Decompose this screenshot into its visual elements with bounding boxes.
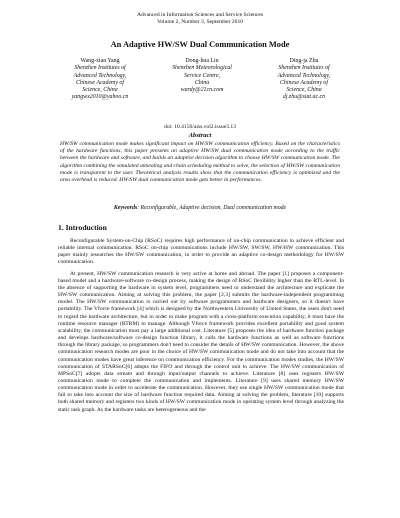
author-affiliation-line: Science, China <box>286 87 322 94</box>
keywords-label: Keywords <box>113 205 138 211</box>
body-paragraph: At present, HW/SW communication research is very active at home and abroad. The paper [1] proposes a component-based model and a hardware-software co-design process, making the design of RSoC flexibility higher than the RTL-level. In the absence of supporting the hardware in system level, programmers need to understand the architecture and explicate the HW/SW communication. Aiming at solving this problem, the paper [2,3] submits the hardware-independent programming model. The HW/SW communication is carried out by software programmers and hardware designers, so it doesn't have portability. The Vforce framework [4] which is designed by the Northwestern University of United States, the users don't need to regard the hardware architecture, but in order to make program with a cross-platform execution capability, it must have the runtime resource manager (RTRM) to manage. Although Vforce framework provides excellent portability and good system scalability, the communication must pay a large additional cost. Literature [5] proposes the idea of hardware function package and develops hardware/software co-design function library, it calls the hardware functions as well as software functions through the library package, so programmers don't need to consider the details of HW/SW communication. However, the above communication research modes are poor in the choice of HW/SW communication mode and do not take into account that the communication modes have great inference on communication efficiency. For the communication modes studies, the HW/SW communication of STARSoC[6] adopts the FIFO and through the control unit to achieve. The HW/SW communication of MPSoC[7] adopts data stream and through input/output channels to achieve. Literature [8] uses registers HW/SW communication mode to complete the communication and implements. Literature [9] uses shared memory HW/SW communication mode in order to accelerate the communication. However, they use single HW/SW communication mode that fail to take into account the size of hardware function required data. Aiming at solving the problem, literature [10] supports both shared memory and registers two kinds of HW/SW communication mode in operating system level through analyzing the static task graph. As the hardware tasks are heterogeneous and the <box>58 270 344 413</box>
author-name: Dong-hua Liu <box>185 58 219 64</box>
author-3 <box>256 58 352 102</box>
author-affiliation-line: Advanced Technology, <box>277 72 331 79</box>
doi-line: doi: 10.4156/aiss.vol2.issue3.13 <box>164 124 236 130</box>
keywords-line <box>0 205 400 211</box>
author-affiliation-line: China <box>194 79 210 86</box>
author-affiliation-line: Service Centre, <box>183 72 221 79</box>
abstract-text: HW/SW communication mode makes significant impact on HW/SW communication efficiency. Based on the characteristics of the hardware functions, this paper presents an adaptive HW/SW dual communication mode according to the traffic between the hardware and software, and builds an adaptive decision algorithm to choose HW/SW communication mode. The algorithm combining the simulated annealing and chain scheduling method to solve, the selection of HW/SW communication mode is transparent to the user. Theoretical analysis results show that the communication efficiency is optimized and the area overhead is reduced. HW/SW dual communication mode gets better in performances. <box>60 141 340 184</box>
author-affiliation-line: Chinese Academy of <box>280 79 328 86</box>
body-paragraph: Reconfigurable System-on-Chip (RSoC) requires high performance of on-chip communication to achieve efficient and reliable internal communication. RSoC on-chip communications include HW/SW, SW/SW, HW/HW communication. This paper mainly researches the HW/SW communication, in order to provide an adaptive co-design methodology for HW/SW communication. <box>58 238 344 266</box>
author-email: wardy@21cn.com <box>180 87 224 94</box>
author-affiliation-line: Advanced Technology, <box>73 72 127 79</box>
author-affiliation-line: Science, China <box>82 87 118 94</box>
author-2 <box>154 58 250 102</box>
author-email: yangwx2010@yahoo.cn <box>71 94 129 101</box>
author-block <box>52 58 352 102</box>
abstract-heading: Abstract <box>188 132 212 139</box>
author-email: dj.zhu@siat.ac.cn <box>282 94 326 101</box>
journal-header <box>0 12 400 26</box>
journal-name: Advanced in Information Sciences and Service Sciences <box>136 12 264 18</box>
keywords-value: : Reconfigurable, Adaptive decision, Dual communication mode <box>137 205 287 211</box>
author-1 <box>52 58 148 102</box>
author-affiliation-line: Shenzhen Meteorological <box>172 65 232 72</box>
author-name: Wang-xian Yang <box>80 58 120 64</box>
author-affiliation-line: Chinese Academy of <box>76 79 124 86</box>
paper-title: An Adaptive HW/SW Dual Communication Mode <box>110 40 290 49</box>
journal-volume: Volume 2, Number 3, September 2010 <box>156 19 244 26</box>
section-heading: 1. Introduction <box>58 223 107 232</box>
author-affiliation-line: Shenzhen Institutes of <box>74 65 126 72</box>
body-text <box>58 238 344 418</box>
author-affiliation-line: Shenzhen Institutes of <box>278 65 330 72</box>
author-name: Ding-ja Zhu <box>289 58 319 64</box>
